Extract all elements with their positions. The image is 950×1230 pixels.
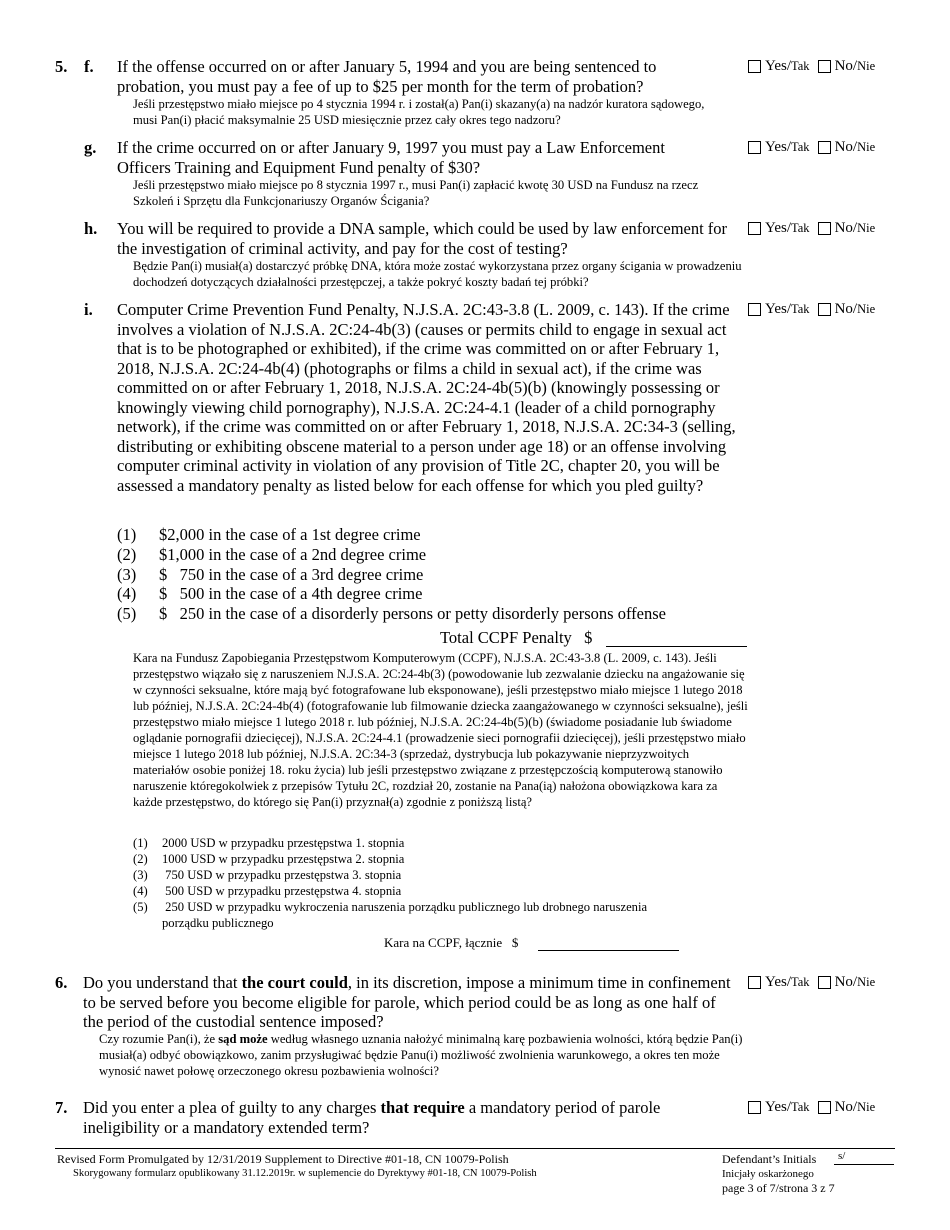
ccpf-list-item: (1) $2,000 in the case of a 1st degree crime [117,525,421,544]
total-ccpf-input[interactable] [606,646,747,647]
question-6-number: 6. [55,973,68,992]
ccpf-list-item: (3) $ 750 in the case of a 3rd degree crime [117,565,424,584]
question-6-text: Do you understand that the court could, in its discretion, impose a minimum time in confinement to be served before you become eligible for parole, which period could be as long as one half of the period of the custodial sentence imposed? [83,973,731,1031]
ccpf-list-item: (5) $ 250 in the case of a disorderly persons or petty disorderly persons offense [117,604,666,623]
question-7-text: Did you enter a plea of guilty to any charges that require a mandatory period of parole ineligibility or a mandatory extended term? [83,1098,661,1137]
no-checkbox[interactable] [818,1101,831,1114]
item-5f-polish: Jeśli przestępstwo miało miejsce po 4 stycznia 1994 r. i został(a) Pan(i) skazany(a) na nadzór kuratora sądowego, musi Pan(i) płacić maksymalnie 25 USD miesięcznie przez cały okres tego nadzoru? [133,97,705,127]
item-5f-letter: f. [84,57,94,76]
question-7-answer: Yes/ Tak No/ Nie [748,1099,875,1116]
footer-divider [55,1148,895,1149]
no-checkbox[interactable] [818,222,831,235]
item-5i-answer: Yes/ Tak No/ Nie [748,301,875,318]
ccpf-list-item: (2) $1,000 in the case of a 2nd degree crime [117,545,427,564]
footer-revision-english: Revised Form Promulgated by 12/31/2019 Supplement to Directive #01-18, CN 10079-Polish [57,1152,509,1166]
item-5h-answer: Yes/ Tak No/ Nie [748,220,875,237]
footer-revision-polish: Skorygowany formularz opublikowany 31.12.2019r. w suplemencie do Dyrektywy #01-18, CN 10079-Polish [73,1168,537,1179]
question-7-number: 7. [55,1098,68,1117]
total-ccpf-label: Total CCPF Penalty $ [440,628,593,647]
item-5g-letter: g. [84,138,97,157]
item-5h-letter: h. [84,219,98,238]
ccpf-list-item-polish: (3) 750 USD w przypadku przestępstwa 3. stopnia [133,868,402,882]
defendant-initials-label-polish: Inicjały oskarżonego [722,1168,814,1180]
total-ccpf-input-polish[interactable] [538,950,679,951]
yes-checkbox[interactable] [748,60,761,73]
item-5f-question: If the offense occurred on or after January 5, 1994 and you are being sentenced to probation, you must pay a fee of up to $25 per month for the term of probation? [117,57,657,96]
item-5i-letter: i. [84,300,93,319]
no-checkbox[interactable] [818,303,831,316]
yes-checkbox[interactable] [748,141,761,154]
ccpf-list-item-polish: (5) 250 USD w przypadku wykroczenia naruszenia porządku publicznego lub drobnego naruszenia [133,900,648,914]
ccpf-list-item-polish: (2) 1000 USD w przypadku przestępstwa 2. stopnia [133,852,405,866]
yes-checkbox[interactable] [748,1101,761,1114]
item-5h-polish: Będzie Pan(i) musiał(a) dostarczyć próbkę DNA, która może zostać wykorzystana przez organy ścigania w prowadzeniu dochodzeń dotyczących działalności przestępczej, a także pokryć koszty badań tej próbki? [133,259,742,289]
item-5h-question: You will be required to provide a DNA sample, which could be used by law enforcement for the investigation of criminal activity, and pay for the cost of testing? [117,219,728,258]
question-5-number: 5. [55,57,68,76]
yes-checkbox[interactable] [748,303,761,316]
item-5g-polish: Jeśli przestępstwo miało miejsce po 8 stycznia 1997 r., musi Pan(i) zapłacić kwotę 30 USD na Fundusz na rzecz Szkoleń i Sprzętu dla Funkcjonariuszy Organów Ścigania? [133,178,699,208]
no-checkbox[interactable] [818,60,831,73]
item-5i-polish: Kara na Fundusz Zapobiegania Przestępstwom Komputerowym (CCPF), N.J.S.A. 2C:43-3.8 (L. 2009, c. 143). Jeśli przestępstwo wiązało się z naruszeniem N.J.S.A. 2C:24-4b(3) (powodowanie lub zezwalanie dziecku na angażowanie się w czynności seksualne, które mają być fotografowane lub eksponowane), jeśli przestępstwo miało miejsce 1 lutego 2018 lub później, N.J.S.A. 2C:24-4b(4) (fotografowanie lub filmowanie dziecka zaangażowanego w czynności seksualne), jeśli przestępstwo miało miejsce 1 lutego 2018 r. lub później, N.J.S.A. 2C:24-4b(5)(b) (świadome posiadanie lub świadome oglądanie pornografii dziecięcej), N.J.S.A. 2C:24-4.1 (prowadzenie sieci pornografii dziecięcej), jeśli przestępstwo miało miejsce 1 lutego 2018 lub później, N.J.S.A. 2C:34-3 (sprzedaż, dystrybucja lub pokazywanie nieprzyzwoitych materiałów osobie poniżej 18. roku życia) lub jeśli przestępstwo związane z przestępczością komputerową stanowiło naruszenie któregokolwiek z przepisów Tytułu 2C, rozdział 20, zostanie na Pana(ią) nałożona obowiązkowa kara za każde przestępstwo, do którego się Pan(i) przyznał(a) zgodnie z poniższą listą? [133,651,748,809]
no-checkbox[interactable] [818,976,831,989]
item-5f-answer: Yes/ Tak No/ Nie [748,58,875,75]
item-5i-question: Computer Crime Prevention Fund Penalty, N.J.S.A. 2C:43-3.8 (L. 2009, c. 143). If the crime involves a violation of N.J.S.A. 2C:24-4b(3) (causes or permits child to engage in sexual act that is to be photographed or exhibited), if the crime was committed on or after February 1, 2018, N.J.S.A. 2C:24-4b(4) (photographs or films a child in sexual act), if the crime was committed on or after February 1, 2018, N.J.S.A. 2C:24-4b(5)(b) (knowingly possessing or knowingly viewing child pornography), N.J.S.A. 2C:24-4.1 (leader of a child pornography network), if the crime was committed on or after February 1, 2018, N.J.S.A. 2C:34-3 (selling, distributing or exhibiting obscene material to a person under age 18) or an offense involving computer criminal activity in violation of any provision of Title 2C, chapter 20, you will be assessed a mandatory penalty as listed below for each offense for which you pled guilty? [117,300,736,495]
yes-checkbox[interactable] [748,222,761,235]
ccpf-list-item: (4) $ 500 in the case of a 4th degree crime [117,584,423,603]
signature-mark: s/ [838,1150,846,1162]
item-5g-question: If the crime occurred on or after January 9, 1997 you must pay a Law Enforcement Officers Training and Equipment Fund penalty of $30? [117,138,665,177]
defendant-initials-label: Defendant’s Initials [722,1152,817,1166]
ccpf-list-item-polish-continued: porządku publicznego [162,916,274,930]
no-checkbox[interactable] [818,141,831,154]
ccpf-list-item-polish: (4) 500 USD w przypadku przestępstwa 4. stopnia [133,884,402,898]
yes-checkbox[interactable] [748,976,761,989]
total-ccpf-label-polish: Kara na CCPF, łącznie $ [384,935,519,950]
item-5g-answer: Yes/ Tak No/ Nie [748,139,875,156]
ccpf-list-item-polish: (1) 2000 USD w przypadku przestępstwa 1. stopnia [133,836,405,850]
defendant-initials-input[interactable] [834,1164,894,1165]
question-6-answer: Yes/ Tak No/ Nie [748,974,875,991]
page-number: page 3 of 7/strona 3 z 7 [722,1181,835,1195]
question-6-polish: Czy rozumie Pan(i), że sąd może według własnego uznania nałożyć minimalną karę pozbawienia wolności, którą będzie Pan(i) musiał(a) odbyć obowiązkowo, zanim przysługiwać będzie Panu(i) możliwość zwolnienia warunkowego, a okres ten może wynosić nawet połowę orzeczonego okresu pozbawienia wolności? [99,1032,743,1078]
